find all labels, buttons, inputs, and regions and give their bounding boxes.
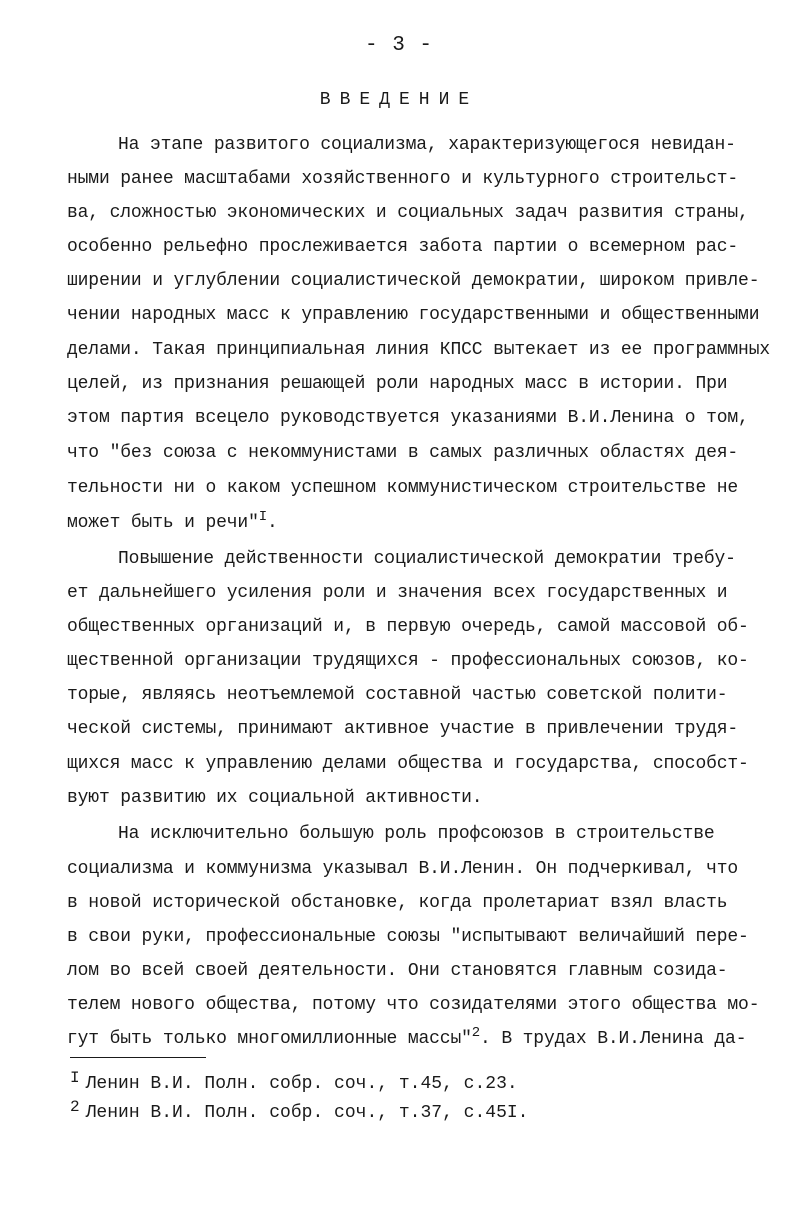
text-line — [67, 511, 278, 535]
text-fragment: может быть и речи" — [67, 513, 259, 533]
page-number: - 3 - — [364, 34, 433, 57]
footnote-reference: 2 — [471, 1025, 481, 1041]
text-line: телем нового общества, потому что созидателями этого общества мо- — [67, 995, 760, 1015]
text-line: ва, сложностью экономических и социальных задач развития страны, — [67, 203, 749, 223]
text-line: лом во всей своей деятельности. Они становятся главным созида- — [67, 961, 728, 981]
footnote-text: Ленин В.И. Полн. собр. соч., т.45, с.23. — [85, 1074, 518, 1094]
text-line: целей, из признания решающей роли народных масс в истории. При — [67, 374, 728, 394]
footnote-text: Ленин В.И. Полн. собр. соч., т.37, с.45I. — [85, 1103, 529, 1123]
text-line: тельности ни о каком успешном коммунистическом строительстве не — [67, 478, 739, 498]
text-line: вуют развитию их социальной активности. — [67, 788, 483, 808]
text-line: особенно рельефно прослеживается забота партии о всемерном рас- — [67, 237, 739, 257]
text-line: На этапе развитого социализма, характеризующегося невидан- — [118, 135, 736, 155]
text-line: ными ранее масштабами хозяйственного и культурного строительст- — [67, 169, 739, 189]
text-line: в свои руки, профессиональные союзы "испытывают величайший пере- — [67, 927, 749, 947]
text-line: На исключительно большую роль профсоюзов в строительстве — [118, 824, 715, 844]
text-fragment: гут быть только многомиллионные массы" — [67, 1029, 472, 1049]
text-line — [67, 1027, 746, 1051]
footnote-divider — [70, 1057, 206, 1058]
text-line: ширении и углублении социалистической демократии, широком привле- — [67, 271, 760, 291]
text-line: щихся масс к управлению делами общества и государства, способст- — [67, 754, 749, 774]
section-heading: ВВЕДЕНИЕ — [319, 90, 479, 110]
text-line: Повышение действенности социалистической демократии требу- — [118, 549, 736, 569]
footnote-mark: 2 — [70, 1098, 80, 1116]
text-fragment: . В трудах В.И.Ленина да- — [480, 1029, 747, 1049]
text-line: общественных организаций и, в первую очередь, самой массовой об- — [67, 617, 749, 637]
text-line: этом партия всецело руководствуется указаниями В.И.Ленина о том, — [67, 408, 749, 428]
footnote-1 — [70, 1069, 518, 1096]
text-line: торые, являясь неотъемлемой составной частью советской полити- — [67, 685, 728, 705]
text-line: ческой системы, принимают активное участие в привлечении трудя- — [67, 719, 739, 739]
text-line: ет дальнейшего усиления роли и значения всех государственных и — [67, 583, 728, 603]
text-line: в новой исторической обстановке, когда пролетариат взял власть — [67, 893, 728, 913]
text-line: чении народных масс к управлению государственными и общественными — [67, 305, 760, 325]
footnote-reference: I — [258, 509, 267, 525]
text-line: социализма и коммунизма указывал В.И.Ленин. Он подчеркивал, что — [67, 859, 739, 879]
text-line: щественной организации трудящихся - профессиональных союзов, ко- — [67, 651, 749, 671]
footnote-mark: I — [70, 1069, 80, 1087]
text-line: что "без союза с некоммунистами в самых различных областях дея- — [67, 443, 739, 463]
text-fragment: . — [267, 513, 278, 533]
text-line: делами. Такая принципиальная линия КПСС вытекает из ее программных — [67, 340, 771, 360]
footnote-2 — [70, 1098, 529, 1125]
